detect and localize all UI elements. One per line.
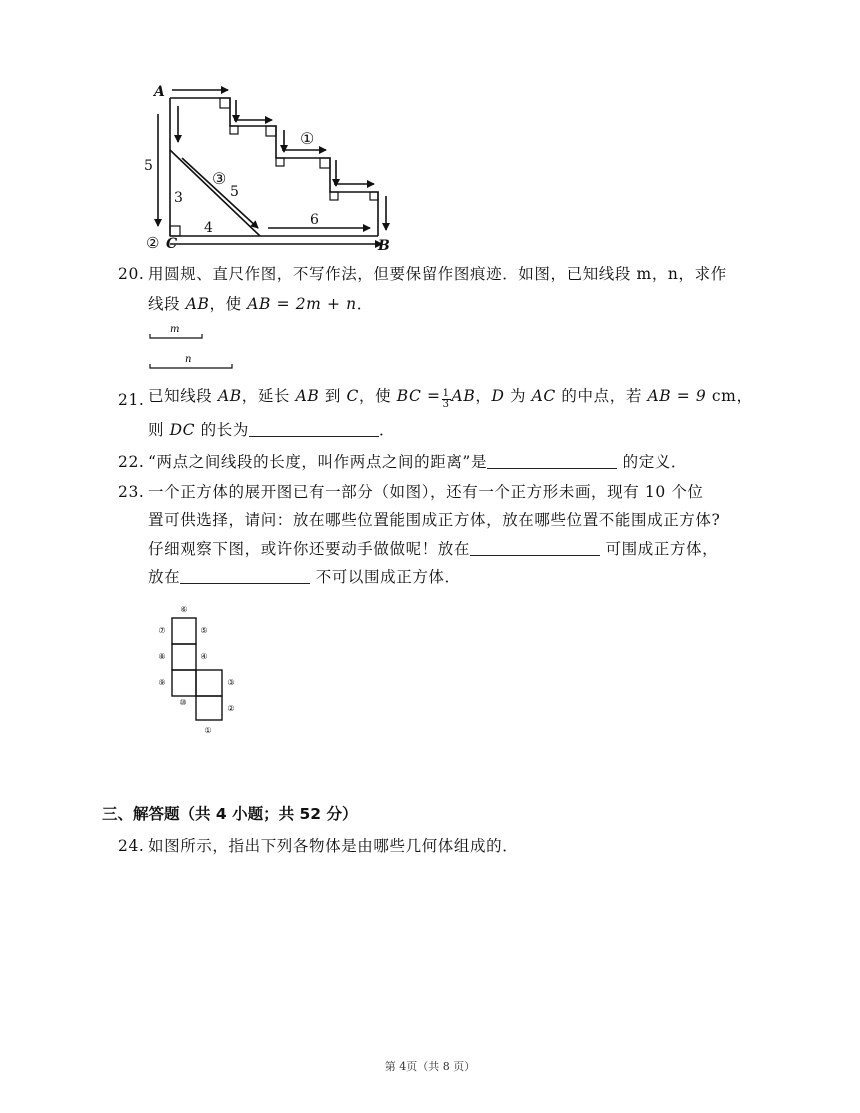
segment-m-figure [148,322,208,342]
page-footer: 第 4页（共 8 页） [384,1060,476,1073]
question-text: 如图所示，指出下列各物体是由哪些几何体组成的． [148,837,519,855]
circ-1-label: ① [300,129,315,148]
question-text: “两点之间线段的长度，叫作两点之间的距离”是 的定义． [148,453,687,471]
position-6: ⑥ [180,605,188,614]
label-B: B [378,238,390,250]
question-text-line4: 放在 不可以围成正方体． [148,568,461,586]
cube-net-figure [150,600,250,738]
question-number: 24. [118,837,145,855]
position-7: ⑦ [158,626,166,635]
position-10: ⑩ [179,698,187,707]
question-text-line1: 用圆规、直尺作图，不写作法，但要保留作图痕迹．如图，已知线段 m，n，求作 [148,265,727,283]
question-number: 21. [118,391,145,409]
question-text-line3: 仔细观察下图，或许你还要动手做做呢！放在 可围成正方体， [148,540,719,558]
section-title: 三、解答题（共 4 小题；共 52 分） [102,805,358,823]
position-8: ⑧ [158,652,166,661]
position-4: ④ [200,652,208,661]
label-5-diag: 5 [230,184,239,200]
svg-text:m: m [170,324,180,335]
question-number: 20. [118,265,145,283]
question-number: 23. [118,483,145,501]
question-number: 22. [118,453,145,471]
position-1: ① [204,726,212,735]
position-2: ② [227,704,235,713]
staircase-path [170,98,378,236]
staircase-figure [138,78,398,250]
label-A: A [154,84,165,100]
label-5-left: 5 [144,158,153,174]
question-text-line2: 置可供选择，请问：放在哪些位置能围成正方体，放在哪些位置不能围成正方体? [148,511,721,529]
svg-text:n: n [185,354,192,365]
answer-blank[interactable] [249,420,379,437]
position-9: ⑨ [158,678,166,687]
answer-blank-can[interactable] [470,539,600,556]
label-3: 3 [174,190,183,206]
answer-blank-cannot[interactable] [180,567,310,584]
label-4: 4 [204,220,213,236]
segment-n-figure [148,352,238,372]
circ-3-label: ③ [212,169,227,188]
label-C: C [166,236,178,250]
question-text-line1: 一个正方体的展开图已有一部分（如图），还有一个正方形未画，现有 10 个位 [148,483,704,501]
fraction-one-third: $\frac{1}{3}$ [442,388,450,410]
answer-blank[interactable] [487,452,617,469]
label-6: 6 [310,212,319,228]
question-text-line1: 已知线段 AB，延长 AB 到 C，使 BC = $\frac{1}{3}$ AB，D 为 AC 的中点，若 AB = 9 cm， [148,387,753,410]
question-text-line2: 则 DC 的长为 ． [148,421,396,439]
question-text-line2: 线段 AB，使 AB = 2m + n． [148,295,373,313]
position-3: ③ [227,678,235,687]
circ-2-label: ② [146,234,160,250]
position-5: ⑤ [200,626,208,635]
